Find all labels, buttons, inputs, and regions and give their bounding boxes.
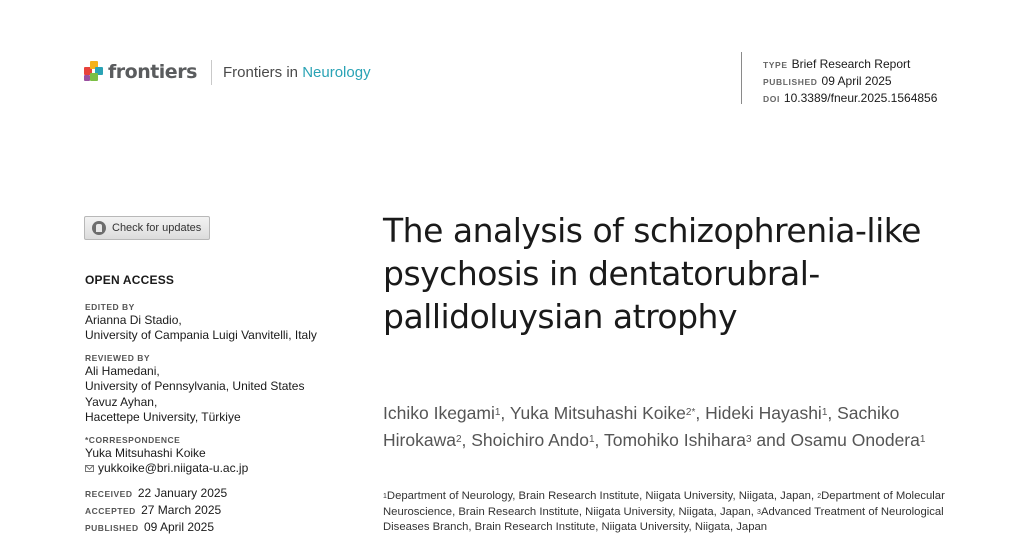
doi-link[interactable]: 10.3389/fneur.2025.1564856 xyxy=(783,91,938,105)
author-name[interactable]: Sachiko Hirokawa xyxy=(383,403,900,450)
affiliation-text: Advanced Treatment of Neurological Diseases Branch, Brain Research Institute, Niigata University, Niigata, Japan xyxy=(383,505,944,533)
article-title: The analysis of schizophrenia-like psychosis in dentatorubral-pallidoluysian atrophy xyxy=(383,211,921,336)
correspondence-email-link[interactable]: yukkoike@bri.niigata-u.ac.jp xyxy=(98,461,249,475)
author-affiliation-marker: 1 xyxy=(588,434,595,445)
author-name[interactable]: Ichiko Ikegami xyxy=(383,403,495,423)
author-name[interactable]: Tomohiko Ishihara xyxy=(603,430,746,450)
received-label: RECEIVED xyxy=(85,488,133,499)
journal-prefix: Frontiers in xyxy=(223,64,299,81)
accepted-date: 27 March 2025 xyxy=(141,502,222,517)
author-name[interactable]: Osamu Onodera xyxy=(790,430,920,450)
published-label: PUBLISHED xyxy=(85,522,139,533)
editor-affiliation: University of Campania Luigi Vanvitelli, Italy xyxy=(85,328,317,342)
affiliation-text: Department of Molecular Neuroscience, Brain Research Institute, Niigata University, Niigata, Japan, xyxy=(383,490,945,518)
correspondence-section xyxy=(85,434,365,477)
received-date: 22 January 2025 xyxy=(137,485,228,500)
author-separator: , xyxy=(500,403,510,423)
edited-by-section xyxy=(85,301,365,344)
reviewed-by-label: REVIEWED BY xyxy=(85,352,151,363)
editor-name: Arianna Di Stadio, xyxy=(85,312,182,327)
reviewer-affiliation: University of Pennsylvania, United States xyxy=(85,379,305,393)
affiliation-number: 2 xyxy=(817,493,822,500)
reviewer-name: Yavuz Ayhan, xyxy=(85,394,158,409)
author-name[interactable]: Hideki Hayashi xyxy=(705,403,822,423)
check-for-updates-button[interactable] xyxy=(84,216,210,240)
edited-by-label: EDITED BY xyxy=(85,301,135,312)
type-value: Brief Research Report xyxy=(791,57,911,71)
sidebar xyxy=(85,273,365,536)
accepted-label: ACCEPTED xyxy=(85,505,136,516)
author-affiliation-marker: 1 xyxy=(919,434,926,445)
doi-label: DOI xyxy=(763,94,780,104)
header-divider xyxy=(211,60,212,85)
author-affiliation-marker: 1 xyxy=(494,407,501,418)
brand-name: frontiers xyxy=(108,61,197,83)
author-separator: , xyxy=(695,403,706,423)
correspondence-email-row xyxy=(85,461,365,477)
check-for-updates-label: Check for updates xyxy=(112,222,202,234)
published-label: PUBLISHED xyxy=(763,77,818,87)
author-affiliation-marker: 2* xyxy=(685,407,696,418)
affiliation-text: Department of Neurology, Brain Research Institute, Niigata University, Niigata, Japan, xyxy=(386,490,818,502)
article-meta xyxy=(763,56,937,107)
correspondence-name: Yuka Mitsuhashi Koike xyxy=(85,445,206,460)
reviewer-affiliation: Hacettepe University, Türkiye xyxy=(85,410,241,424)
author-separator: , xyxy=(461,430,472,450)
correspondence-label: *CORRESPONDENCE xyxy=(85,434,181,445)
author-name[interactable]: Shoichiro Ando xyxy=(471,430,589,450)
journal-name[interactable] xyxy=(223,64,371,81)
author-name[interactable]: Yuka Mitsuhashi Koike xyxy=(509,403,686,423)
author-affiliation-marker: 1 xyxy=(821,407,828,418)
updates-icon xyxy=(92,221,106,235)
author-separator: , xyxy=(594,430,604,450)
frontiers-logo-icon xyxy=(84,61,104,83)
author-affiliation-marker: 2 xyxy=(455,434,462,445)
open-access-label: OPEN ACCESS xyxy=(85,273,175,287)
published-value: 09 April 2025 xyxy=(821,74,892,88)
affiliation-number: 3 xyxy=(757,508,761,516)
published-date: 09 April 2025 xyxy=(143,519,215,534)
journal-field: Neurology xyxy=(302,64,371,81)
dates-section xyxy=(85,485,365,536)
type-label: TYPE xyxy=(763,60,788,70)
meta-divider xyxy=(741,52,742,104)
affiliation-number: 1 xyxy=(383,493,387,500)
frontiers-logo[interactable] xyxy=(84,58,197,86)
author-separator: and xyxy=(751,430,791,450)
affiliations xyxy=(383,489,953,536)
author-list xyxy=(383,400,983,454)
reviewed-by-section xyxy=(85,352,365,426)
mail-icon xyxy=(85,465,94,472)
reviewer-name: Ali Hamedani, xyxy=(85,363,160,378)
author-separator: , xyxy=(827,403,838,423)
author-affiliation-marker: 3 xyxy=(746,434,752,445)
